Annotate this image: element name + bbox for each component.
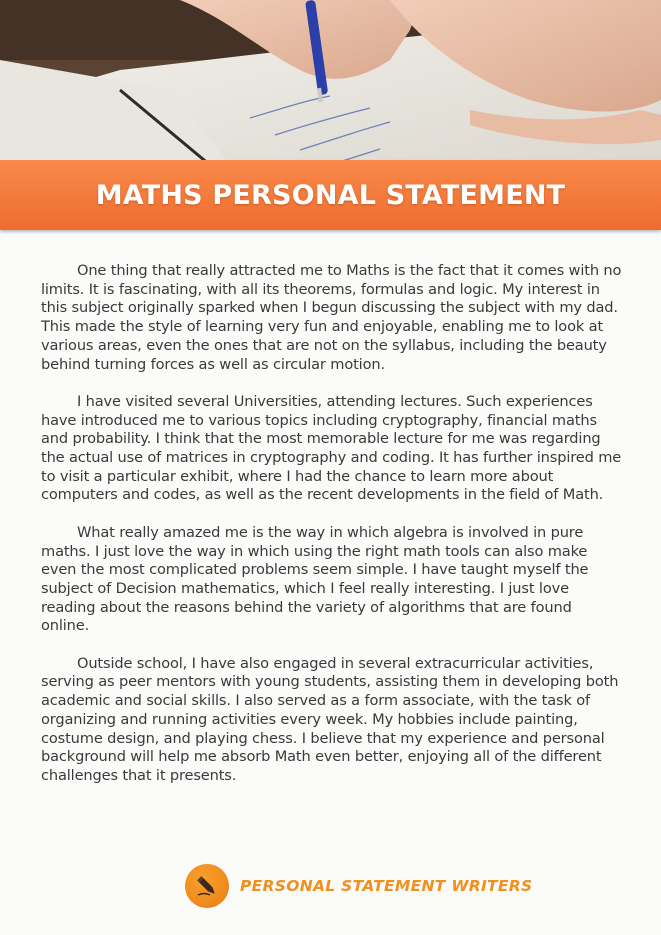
pencil-icon bbox=[194, 873, 220, 899]
page-title: MATHS PERSONAL STATEMENT bbox=[95, 179, 566, 211]
paragraph: What really amazed me is the way in which algebra is involved in pure maths. I just love the way in which using the right math tools can also make even the most complicated problems seem simple. I have taught myself the subject of Decision mathematics, which I feel really interesting. I just love reading about the reasons behind the variety of algorithms that are found online. bbox=[41, 523, 589, 635]
statement-body bbox=[41, 262, 623, 804]
footer-brand bbox=[185, 864, 532, 908]
paragraph: I have visited several Universities, attending lectures. Such experiences have introduced me to various topics including cryptography, financial maths and probability. I think that the most memorable lecture for me was regarding the actual use of matrices in cryptography and coding. It has further inspired me to visit a particular exhibit, where I had the chance to learn more about computers and codes, as well as the recent developments in the field of Math. bbox=[41, 392, 622, 504]
header-photo bbox=[0, 0, 661, 165]
title-banner bbox=[0, 160, 661, 230]
paragraph: Outside school, I have also engaged in several extracurricular activities, serving as peer mentors with young students, assisting them in developing both academic and social skills. I also served as a form associate, with the task of organizing and running activities every week. My hobbies include painting, costume design, and playing chess. I believe that my experience and personal background will help me absorb Math even better, enjoying all of the different challenges that it presents. bbox=[41, 654, 619, 784]
brand-name: PERSONAL STATEMENT WRITERS bbox=[240, 877, 533, 895]
writing-hands-photo bbox=[0, 0, 661, 165]
logo bbox=[185, 864, 229, 908]
paragraph: One thing that really attracted me to Maths is the fact that it comes with no limits. It is fascinating, with all its theorems, formulas and logic. My interest in this subject originally sparked when I begun discussing the subject with my dad. This made the style of learning very fun and enjoyable, enabling me to look at various areas, even the ones that are not on the syllabus, including the beauty behind turning forces as well as circular motion. bbox=[41, 262, 622, 373]
